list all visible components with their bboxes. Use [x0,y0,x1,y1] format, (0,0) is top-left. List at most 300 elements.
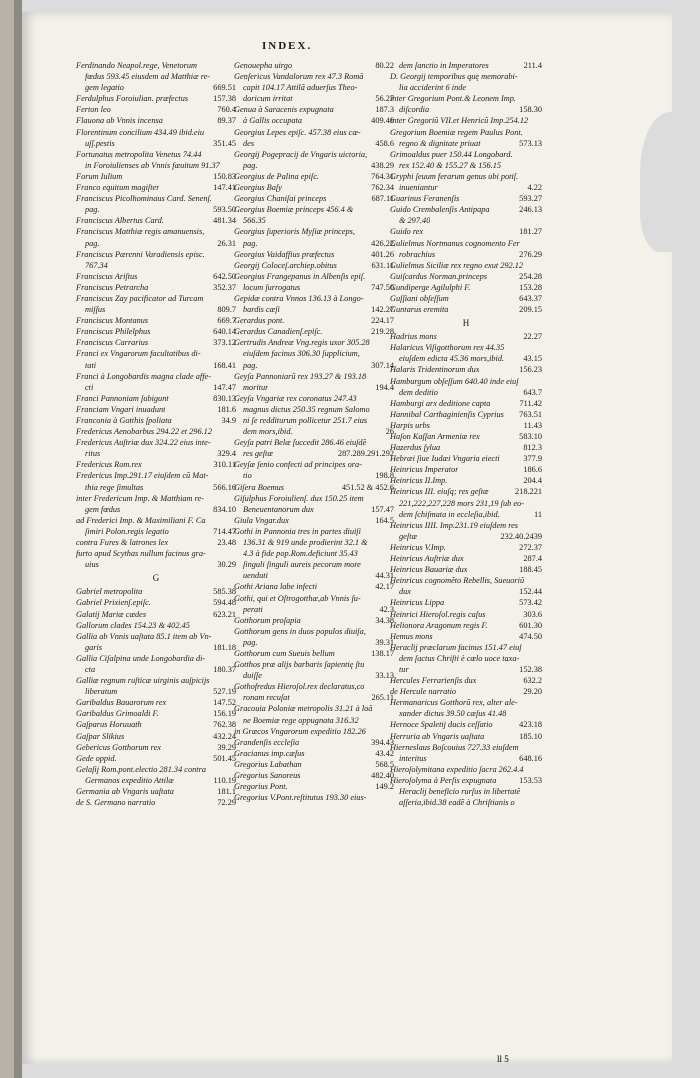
entry-page-ref: 218.221 [515,487,542,497]
index-entry [76,620,236,631]
entry-text: Gregorius Sanoreus [234,771,301,780]
entry-text: Hernoce Spaletij ducis ceſſatio [390,720,493,730]
entry-page-ref: 209.15 [519,305,542,315]
entry-page-ref: 501.45 [213,753,236,763]
index-entry [76,753,236,764]
entry-page-ref: 43.42 [375,748,394,758]
index-entry [390,642,542,653]
index-entry [390,115,542,126]
index-entry [390,342,542,353]
index-entry [234,770,394,781]
index-entry [76,193,236,204]
entry-page-ref: 39.31 [375,637,394,647]
entry-text: Heinricus III. eiuſq; res geſtæ [390,487,489,497]
entry-text: Gothofredus Hieroſol.rex declaratus,co [234,682,365,692]
entry-page-ref: 158.30 [519,105,542,115]
entry-text: ne Boemiæ rege oppugnata 316.32 [243,715,359,725]
index-entry [390,753,542,764]
entry-text: dem ſactus Chriſti è cœlo uoce taxa- [399,653,520,663]
entry-text: Helionora Aragonum regis F. [390,620,488,630]
entry-page-ref: 30.29 [217,560,236,570]
index-entry [234,304,394,315]
entry-text: cta [85,664,96,674]
entry-page-ref: 147.41 [213,183,236,193]
index-entry [390,453,542,464]
entry-text: Hieroſolyma à Perſis expugnata [390,775,497,785]
entry-text: bardis cæſi [243,305,280,315]
index-entry [234,104,394,115]
entry-text: Franciscus Albertus Card. [76,216,164,226]
index-entry [390,708,542,719]
index-entry [76,337,236,348]
index-entry [76,775,236,786]
index-entry [234,726,394,737]
entry-text: Gregorium Boemiæ regem Paulus Pont. [390,127,523,137]
index-entry [76,182,236,193]
index-entry [234,493,394,504]
index-entry [234,160,394,171]
entry-text: Franciscus Carrarius [76,338,149,348]
index-entry [234,703,394,714]
entry-page-ref: 426.22 [371,238,394,248]
index-entry [234,326,394,337]
index-entry [76,482,236,493]
entry-page-ref: 763.51 [519,409,542,419]
index-entry [234,226,394,237]
index-entry [234,404,394,415]
entry-page-ref: 157.38 [213,94,236,104]
entry-text: Giſulphus Foroiulienſ. dux 150.25 item [234,493,364,503]
page-heading: INDEX. [262,40,313,52]
index-entry [234,149,394,160]
index-entry [390,398,542,409]
index-entry [234,437,394,448]
entry-text: Fredericus Imp.291.17 eiuſdem cũ Mat- [76,471,209,481]
entry-text: Geyſa Pannoniarũ rex 193.27 & 193.18 [234,371,367,381]
index-entry [390,742,542,753]
entry-text: Gothi, qui et Oſtrogotthæ,ab Vnnis ſu- [234,593,361,603]
entry-text: inter Fredericum Imp. & Matthiam re- [76,493,204,503]
index-entry [390,653,542,664]
index-entry [390,586,542,597]
entry-page-ref: 89.37 [217,116,236,126]
entry-text: Beneuentanorum dux [243,504,314,514]
index-entry [390,249,542,260]
entry-page-ref: 156.23 [519,365,542,375]
entry-text: ſimiri Polon.regis legatio [85,526,169,536]
entry-text: tur [399,664,409,674]
entry-page-ref: 11.43 [523,420,542,430]
entry-text: & 297.40 [399,216,431,226]
index-entry [76,60,236,71]
entry-page-ref: 42.3 [379,604,394,614]
index-entry [234,470,394,481]
entry-text: Forum Iulium [76,171,123,181]
entry-page-ref: 211.4 [523,61,542,70]
entry-page-ref: 181.1 [217,787,236,796]
index-entry [76,160,236,171]
entry-text: pag. [243,637,258,647]
entry-page-ref: 232.40.2439 [500,531,542,541]
index-entry [234,260,394,271]
entry-text: Heinricus cognomẽto Rebellis, Sueuoriũ [390,576,525,586]
index-entry [390,531,542,542]
entry-text: de S. Germano narratio [76,798,156,808]
index-entry [234,382,394,393]
entry-text: Hazerdus ſylua [390,443,441,453]
entry-text: Galatij Mariæ cædes [76,609,147,619]
entry-text: Franciscus Zay pacificator ad Turcam [76,293,204,303]
entry-page-ref: 187.3 [375,105,394,115]
index-entry [390,664,542,675]
entry-page-ref: 307.14 [371,360,394,370]
entry-text: contra Fures & latrones lex [76,538,169,548]
entry-page-ref: 265.11 [371,693,394,703]
entry-page-ref: 642.50 [213,271,236,281]
index-entry [234,93,394,104]
entry-text: des [243,138,255,148]
index-entry [234,637,394,648]
entry-page-ref: 168.41 [213,360,236,370]
entry-page-ref: 632.2 [523,676,542,686]
entry-text: Gregorius Pont. [234,782,288,792]
entry-text: Gabriel metropolita [76,587,143,597]
section-letter: G [152,573,160,584]
entry-text: Ferton leo [76,105,111,115]
index-entry [76,215,236,226]
index-entry [76,226,236,237]
entry-text: Franconia à Gotthis ſpoliata [76,416,172,425]
entry-page-ref: 29.20 [523,687,542,697]
entry-text: gem fœdus [85,504,121,514]
index-entry [390,475,542,486]
entry-text: Hierneslaus Boſcouius 727.33 eiuſdem [390,742,519,752]
index-entry [390,575,542,586]
index-entry [390,520,542,531]
index-entry [76,797,236,808]
index-entry [76,293,236,304]
entry-text: Gerardus pont. [234,316,285,326]
entry-text: Franci ex Vngarorum facultatibus di- [76,349,201,359]
index-entry [390,215,542,226]
index-entry [234,71,394,82]
entry-text: Gundiperge Agilulphi F. [390,282,471,292]
entry-page-ref: 623.21 [213,609,236,619]
entry-text: Hamburgum obſeſſum 640.40 inde eiuſ [390,376,519,386]
entry-text: fœdus 593.45 eiusdem ad Matthiæ re- [85,72,211,82]
index-entry [390,609,542,620]
entry-text: Hercules Ferrarienſis dux [390,676,477,686]
entry-text: Guido rex [390,227,424,237]
entry-text: Franciscus Montanus [76,316,149,326]
index-entry [76,282,236,293]
index-entry [234,337,394,348]
entry-page-ref: 43.15 [523,354,542,364]
entry-text: Hebræi ſiue Iudæi Vngaria eiecti [390,454,500,464]
entry-page-ref: 438.29 [371,160,394,170]
index-entry [390,498,542,509]
entry-text: Germania ab Vngaris uaſtata [76,787,174,796]
entry-page-ref: 631.11 [371,260,394,270]
entry-page-ref: 474.50 [519,631,542,641]
entry-page-ref: 394.43 [371,737,394,747]
index-entry [390,764,542,775]
entry-text: Franciscus Ariſtus [76,271,138,281]
entry-page-ref: 110.19 [213,775,236,785]
entry-text: tio [243,471,252,481]
entry-text: Gelaſij Rom.pont.electio 281.34 contra [76,764,206,774]
entry-text: Georgius de Palina epiſc. [234,171,319,181]
entry-page-ref: 643.7 [523,387,542,397]
index-entry [76,360,236,371]
entry-page-ref: 194.4 [375,382,394,392]
entry-text: Gede oppid. [76,753,117,763]
index-entry [76,326,236,337]
index-entry [234,515,394,526]
entry-page-ref: 56.27 [375,94,394,104]
entry-text: Franciscus Picolhominaus Card. Senenſ. [76,194,212,204]
entry-page-ref: 760.4 [217,105,236,115]
entry-text: Gotthorum proſapia [234,615,301,625]
entry-text: Grimoaldus puer 150.44 Longobard. [390,149,513,159]
entry-page-ref: 157.47 [371,504,394,514]
entry-page-ref: 830.13 [213,393,236,403]
index-entry [390,686,542,697]
entry-text: Flauona ab Vnnis incensa [76,116,163,126]
entry-text: Guſſiani obſeſſum [390,293,449,303]
entry-page-ref: 147.52 [213,698,236,708]
entry-page-ref: 451.52 & 452.6 [341,482,394,492]
index-entry [234,215,394,226]
entry-page-ref: 26.31 [217,238,236,248]
index-entry [76,548,236,559]
index-entry [76,597,236,608]
index-entry [234,792,394,803]
index-entry [234,670,394,681]
entry-text: xander dictus 39.50 cæſus 41.48 [399,709,507,719]
entry-text: 4.3 à fide pop.Rom.deficiunt 35.43 [243,549,358,559]
index-entry [76,71,236,82]
index-entry [390,564,542,575]
entry-page-ref: 287.289.291.292 [337,449,394,459]
entry-page-ref: 4.22 [527,183,542,193]
entry-text: 221,222,227,228 mors 231,19 ſub eo- [399,498,524,508]
index-entry [390,719,542,730]
entry-text: Franciscus Philelphus [76,327,151,337]
index-entry [390,293,542,304]
entry-text: Georgius Frangepanus in Albenſis epiſ. [234,271,366,281]
index-entry [234,692,394,703]
index-entry [234,681,394,692]
entry-text: dem ſanctio in Imperatores [399,61,489,70]
entry-text: ſinguli ſinguli aureis pecorum more [243,560,361,570]
entry-text: pag. [85,238,100,248]
index-entry [390,260,542,271]
index-entry [390,775,542,786]
entry-text: 767.34 [85,260,108,270]
section-letter: H [462,318,470,329]
index-entry [76,708,236,719]
entry-text: doricum irritat [243,94,293,104]
index-entry [76,238,236,249]
index-entry [390,71,542,82]
entry-text: Heinricus Lippa [390,598,445,608]
index-column-3 [390,60,542,808]
entry-text: Gothi in Pannonia tres in partes diuiſi [234,526,361,536]
entry-text: Halaricus Viſigotthorum rex 44.35 [390,343,505,353]
entry-page-ref: 156.19 [213,709,236,719]
entry-text: Hadrius mons [390,332,437,342]
index-entry [390,127,542,138]
entry-page-ref: 711.42 [519,398,542,408]
entry-text: Franciscus Matthiæ regis amanuensis, [76,227,205,237]
entry-text: cti [85,382,94,392]
entry-page-ref: 640.14 [213,327,236,337]
entry-text: pag. [85,205,100,215]
index-entry [390,304,542,315]
index-entry [234,415,394,426]
entry-text: Franciscus Petrarcha [76,282,149,292]
entry-page-ref: 276.29 [519,249,542,259]
entry-text: Franciscus Pærenni Varadiensis episc. [76,249,205,259]
entry-text: eiuſdem facinus 306.30 ſupplicium, [243,349,360,359]
entry-page-ref: 409.46 [371,116,394,126]
index-entry [76,719,236,730]
index-entry [234,715,394,726]
entry-page-ref: 180.37 [213,664,236,674]
index-entry [234,127,394,138]
index-entry [234,648,394,659]
entry-page-ref: 147.47 [213,382,236,392]
entry-text: Gertrudis Andreæ Vng.regis uxor 305.28 [234,338,370,348]
entry-text: Giula Vngar.dux [234,515,289,525]
entry-text: regno & dignitate priuat [399,138,481,148]
entry-text: Georgius Baſy [234,183,282,193]
index-entry [390,93,542,104]
entry-page-ref: 80.22 [375,61,394,70]
index-entry [76,786,236,797]
entry-page-ref: 153.28 [519,282,542,292]
entry-page-ref: 687.11 [371,194,394,204]
entry-page-ref: 714.47 [213,526,236,536]
index-entry [390,353,542,364]
entry-text: Gryphi ſeuum ferarum genus ubi potiſ. [390,171,519,181]
index-entry [390,193,542,204]
entry-page-ref: 186.6 [523,465,542,475]
entry-page-ref: 648.16 [519,753,542,763]
entry-text: perati [243,604,263,614]
index-entry [390,431,542,442]
entry-page-ref: 198.8 [375,471,394,481]
entry-text: miſſus [85,305,106,315]
entry-page-ref: 287.4 [523,554,542,564]
index-entry [234,271,394,282]
index-entry [76,93,236,104]
index-entry [390,331,542,342]
index-entry [390,786,542,797]
index-entry [390,620,542,631]
entry-page-ref: 224.17 [371,316,394,326]
entry-text: Gabriel Prixienſ.epiſc. [76,598,151,608]
entry-text: Fortunatus metropolita Venetus 74.44 [76,149,202,159]
entry-text: gem legatio [85,83,124,93]
entry-text: Guiſcardus Norman.princeps [390,271,487,281]
entry-text: Franco equitum magiſter [76,183,160,193]
entry-text: Gulielmus Siciliæ rex regno exut 292.12 [390,260,524,270]
entry-text: Fredericus Auſtriæ dux 324.22 eius inte- [76,438,211,448]
entry-text: res geſtæ [243,449,273,459]
entry-text: pag. [243,360,258,370]
entry-text: dem ſchiſmata in eccleſia,ibid. [399,509,500,519]
entry-page-ref: 812.3 [523,443,542,453]
entry-text: garis [85,642,103,652]
entry-text: Genouepha uirgo [234,61,292,70]
entry-text: Gallorum clades 154.23 & 402.45 [76,620,190,630]
entry-text: Hemus mons [390,631,433,641]
entry-page-ref: 481.34 [213,216,236,226]
entry-page-ref: 72.29 [217,798,236,808]
index-entry [234,504,394,515]
index-entry [76,675,236,686]
entry-text: Georgij Pogepracij de Vngaris uictoria, [234,149,368,159]
entry-text: Germanos expeditio Attilæ [85,775,174,785]
index-entry [76,249,236,260]
index-entry [234,526,394,537]
index-entry [234,581,394,592]
entry-page-ref: 585.38 [213,587,236,597]
entry-page-ref: 809.7 [217,305,236,315]
index-entry [76,382,236,393]
entry-text: Gerardus Canadienſ.epiſc. [234,327,323,337]
entry-page-ref: 142.27 [371,305,394,315]
entry-page-ref: 762.34 [371,183,394,193]
entry-page-ref: 254.28 [519,271,542,281]
entry-page-ref: 181.6 [217,404,236,414]
entry-text: Gregorius Labathan [234,759,302,769]
entry-page-ref: 44.31 [375,571,394,581]
index-entry [390,204,542,215]
entry-text: lia acciderint 6 inde [399,83,467,93]
entry-page-ref: 164.5 [375,515,394,525]
entry-text: tati [85,360,97,370]
index-entry [234,482,394,493]
entry-page-ref: 373.12 [213,338,236,348]
entry-text: Geyſa Vngariæ rex coronatus 247.43 [234,393,357,403]
entry-text: ni ſe redditurum pollicetur 251.7 eius [243,416,368,425]
index-entry [76,537,236,548]
entry-text: Heinricus Imperator [390,465,459,475]
entry-page-ref: 138.17 [371,648,394,658]
entry-text: Heinricus Bauariæ dux [390,565,468,575]
entry-page-ref: 219.28 [371,327,394,337]
index-entry [234,570,394,581]
entry-page-ref: 458.6 [375,138,394,148]
entry-text: Gaſpar Slikius [76,731,125,741]
entry-page-ref: 566.16 [213,482,236,492]
index-column-1 [76,60,236,808]
index-entry [390,797,542,808]
entry-text: in Græcos Vngarorum expeditio 182.26 [234,726,366,736]
index-entry [234,82,394,93]
entry-text: in Foroiulienses ab Vnnis fæuitum 91.37 [85,160,220,170]
entry-text: Georgius Vaidaffius præfectus [234,249,335,259]
entry-text: inueniantur [399,183,438,193]
entry-text: rex 152.40 & 155.27 & 156.15 [399,160,502,170]
entry-text: Genua à Saracenis expugnata [234,105,334,115]
torn-corner [640,112,700,252]
entry-page-ref: 747.50 [371,282,394,292]
entry-text: 136.31 & 919 unde prodierint 32.1 & [243,538,368,548]
